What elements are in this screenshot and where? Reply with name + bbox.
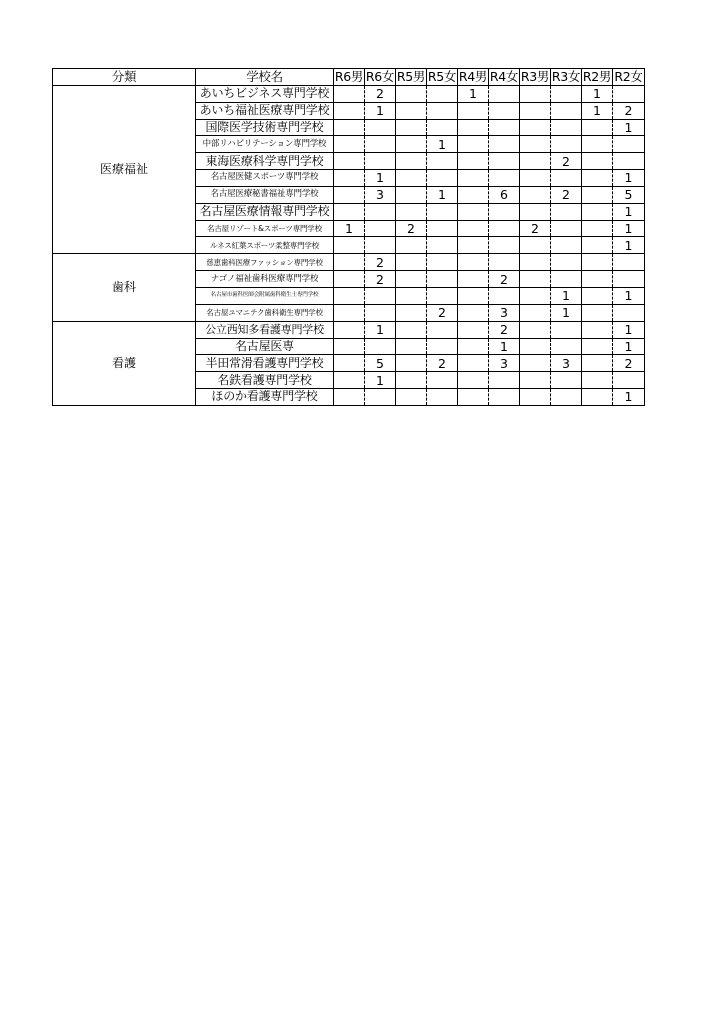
value-cell [396, 338, 427, 355]
header-value: R6女 [365, 69, 395, 85]
table-body [53, 85, 645, 405]
value-cell: 3 [365, 186, 396, 203]
value-cell [582, 372, 613, 389]
value-cell [396, 153, 427, 170]
value-cell [520, 85, 551, 102]
value-cell [520, 102, 551, 119]
value-cell [458, 186, 489, 203]
value-cell [427, 85, 458, 102]
value-cell [551, 203, 582, 220]
value-cell [613, 153, 645, 170]
value-cell [582, 203, 613, 220]
value-cell [520, 254, 551, 271]
value-cell [582, 254, 613, 271]
value-cell: 2 [427, 304, 458, 321]
value-cell [396, 136, 427, 153]
value-cell [427, 254, 458, 271]
value-cell [551, 254, 582, 271]
school-stats-table [52, 68, 645, 406]
value-cell: 3 [551, 355, 582, 372]
header-value: R5女 [427, 69, 457, 85]
value-cell [489, 287, 520, 304]
value-cell: 1 [427, 186, 458, 203]
value-cell [582, 153, 613, 170]
header-value: R3男 [520, 69, 550, 85]
value-cell [520, 170, 551, 187]
value-cell [365, 304, 396, 321]
value-cell: 1 [365, 102, 396, 119]
value-cell [365, 220, 396, 237]
value-cell: 1 [613, 220, 645, 237]
header-value: R6男 [334, 69, 364, 85]
value-cell [365, 389, 396, 406]
value-cell [551, 85, 582, 102]
value-cell [489, 372, 520, 389]
value-cell: 1 [489, 338, 520, 355]
value-cell: 2 [489, 321, 520, 338]
value-cell: 5 [365, 355, 396, 372]
value-cell: 1 [613, 321, 645, 338]
value-cell [613, 304, 645, 321]
school-name-cell: 東海医療科学専門学校 [196, 153, 334, 170]
table-row [53, 85, 645, 102]
value-cell [396, 304, 427, 321]
value-cell [582, 389, 613, 406]
value-cell [520, 186, 551, 203]
value-cell [458, 389, 489, 406]
value-cell [334, 321, 365, 338]
school-name-cell: 名古屋ユマニテク歯科衛生専門学校 [196, 304, 334, 321]
value-cell [365, 287, 396, 304]
value-cell [458, 170, 489, 187]
value-cell [427, 102, 458, 119]
value-cell [520, 321, 551, 338]
value-cell: 2 [613, 102, 645, 119]
value-cell [334, 136, 365, 153]
value-cell: 2 [427, 355, 458, 372]
value-cell [365, 338, 396, 355]
value-cell [458, 254, 489, 271]
value-cell [613, 85, 645, 102]
value-cell [396, 372, 427, 389]
value-cell [551, 372, 582, 389]
value-cell [334, 119, 365, 136]
category-cell: 歯科 [53, 254, 196, 321]
value-cell [582, 237, 613, 254]
value-cell [520, 287, 551, 304]
value-cell: 3 [489, 304, 520, 321]
value-cell [334, 271, 365, 288]
value-cell [427, 237, 458, 254]
value-cell [489, 237, 520, 254]
school-name-cell: 中部リハビリテーション専門学校 [196, 136, 334, 153]
value-cell: 1 [551, 287, 582, 304]
school-name-cell: あいち福祉医療専門学校 [196, 102, 334, 119]
value-cell [458, 102, 489, 119]
value-cell: 1 [365, 170, 396, 187]
value-cell [334, 287, 365, 304]
value-cell [520, 338, 551, 355]
value-cell [458, 271, 489, 288]
value-cell [458, 203, 489, 220]
value-cell [489, 102, 520, 119]
value-cell [489, 136, 520, 153]
header-value: R3女 [551, 69, 581, 85]
school-name-cell: 名古屋医療情報専門学校 [196, 203, 334, 220]
value-cell [520, 389, 551, 406]
value-cell [489, 153, 520, 170]
value-cell: 1 [427, 136, 458, 153]
school-name-cell: 名古屋医健スポーツ専門学校 [196, 170, 334, 187]
value-cell [427, 389, 458, 406]
value-cell [396, 102, 427, 119]
value-cell [551, 389, 582, 406]
value-cell [334, 203, 365, 220]
value-cell [334, 85, 365, 102]
value-cell: 1 [365, 321, 396, 338]
school-name-cell: ナゴノ福祉歯科医療専門学校 [196, 271, 334, 288]
value-cell [334, 254, 365, 271]
value-cell [458, 136, 489, 153]
value-cell [520, 153, 551, 170]
value-cell [489, 119, 520, 136]
value-cell: 3 [489, 355, 520, 372]
value-cell [334, 153, 365, 170]
value-cell: 1 [613, 237, 645, 254]
table-row [53, 254, 645, 271]
school-name-cell: ルネス紅葉スポーツ柔整専門学校 [196, 237, 334, 254]
value-cell: 1 [613, 203, 645, 220]
value-cell [489, 389, 520, 406]
value-cell [334, 338, 365, 355]
header-value: R5男 [396, 69, 426, 85]
header-value: R4女 [489, 69, 519, 85]
value-cell [427, 203, 458, 220]
value-cell [582, 271, 613, 288]
value-cell [613, 254, 645, 271]
value-cell: 2 [551, 153, 582, 170]
value-cell [334, 389, 365, 406]
value-cell [396, 287, 427, 304]
value-cell [396, 271, 427, 288]
value-cell [396, 321, 427, 338]
value-cell: 1 [613, 338, 645, 355]
school-name-cell: 半田常滑看護専門学校 [196, 355, 334, 372]
value-cell [458, 220, 489, 237]
value-cell [396, 355, 427, 372]
value-cell [334, 237, 365, 254]
value-cell: 1 [551, 304, 582, 321]
value-cell: 6 [489, 186, 520, 203]
school-name-cell: 名古屋医専 [196, 338, 334, 355]
school-name-cell: 名古屋医療秘書福祉専門学校 [196, 186, 334, 203]
value-cell [520, 304, 551, 321]
value-cell [427, 338, 458, 355]
value-cell [458, 119, 489, 136]
value-cell [520, 372, 551, 389]
value-cell [489, 85, 520, 102]
value-cell [582, 355, 613, 372]
category-cell: 看護 [53, 321, 196, 405]
header-school: 学校名 [196, 69, 334, 86]
header-value: R4男 [458, 69, 488, 85]
school-name-cell: 慈恵歯科医療ファッション専門学校 [196, 254, 334, 271]
value-cell [520, 355, 551, 372]
value-cell [551, 119, 582, 136]
value-cell: 1 [613, 389, 645, 406]
value-cell [582, 170, 613, 187]
value-cell [396, 203, 427, 220]
value-cell [427, 287, 458, 304]
value-cell: 2 [365, 271, 396, 288]
school-name-cell: 国際医学技術専門学校 [196, 119, 334, 136]
value-cell [396, 237, 427, 254]
value-cell: 1 [613, 119, 645, 136]
value-cell [458, 338, 489, 355]
value-cell [551, 237, 582, 254]
value-cell [365, 119, 396, 136]
value-cell [551, 321, 582, 338]
school-name-cell: 名古屋リゾート&スポーツ専門学校 [196, 220, 334, 237]
value-cell [551, 271, 582, 288]
value-cell: 1 [613, 170, 645, 187]
value-cell [458, 304, 489, 321]
value-cell [551, 102, 582, 119]
value-cell: 5 [613, 186, 645, 203]
value-cell [551, 170, 582, 187]
value-cell [396, 119, 427, 136]
value-cell [334, 186, 365, 203]
value-cell [458, 237, 489, 254]
value-cell [613, 372, 645, 389]
value-cell: 1 [613, 287, 645, 304]
value-cell [458, 355, 489, 372]
value-cell [489, 220, 520, 237]
value-cell: 2 [613, 355, 645, 372]
value-cell [334, 102, 365, 119]
value-cell [365, 237, 396, 254]
value-cell [427, 119, 458, 136]
school-name-cell: 公立西知多看護専門学校 [196, 321, 334, 338]
value-cell: 2 [365, 254, 396, 271]
value-cell [396, 389, 427, 406]
school-name-cell: あいちビジネス専門学校 [196, 85, 334, 102]
value-cell [396, 170, 427, 187]
value-cell [582, 136, 613, 153]
value-cell [427, 271, 458, 288]
value-cell [489, 170, 520, 187]
value-cell [582, 220, 613, 237]
value-cell [489, 254, 520, 271]
value-cell [427, 321, 458, 338]
value-cell: 1 [582, 102, 613, 119]
value-cell [520, 237, 551, 254]
value-cell [334, 355, 365, 372]
value-cell [334, 304, 365, 321]
value-cell [427, 153, 458, 170]
value-cell [520, 119, 551, 136]
value-cell: 2 [396, 220, 427, 237]
value-cell [365, 153, 396, 170]
value-cell [551, 136, 582, 153]
table-row [53, 321, 645, 338]
header-value: R2女 [614, 69, 643, 85]
value-cell: 2 [365, 85, 396, 102]
value-cell [458, 287, 489, 304]
school-name-cell: 名鉄看護専門学校 [196, 372, 334, 389]
value-cell [520, 271, 551, 288]
value-cell [582, 287, 613, 304]
value-cell: 1 [365, 372, 396, 389]
value-cell [582, 119, 613, 136]
school-name-cell: ほのか看護専門学校 [196, 389, 334, 406]
value-cell [365, 203, 396, 220]
value-cell [582, 321, 613, 338]
value-cell [365, 136, 396, 153]
header-category: 分類 [53, 69, 196, 86]
value-cell [582, 338, 613, 355]
header-row [53, 69, 645, 86]
value-cell [458, 372, 489, 389]
value-cell [582, 304, 613, 321]
value-cell [427, 372, 458, 389]
value-cell [520, 203, 551, 220]
value-cell [396, 186, 427, 203]
value-cell: 1 [458, 85, 489, 102]
value-cell [551, 220, 582, 237]
value-cell [613, 271, 645, 288]
value-cell: 2 [489, 271, 520, 288]
value-cell [551, 338, 582, 355]
value-cell: 1 [582, 85, 613, 102]
value-cell [582, 186, 613, 203]
value-cell [396, 85, 427, 102]
value-cell [427, 170, 458, 187]
value-cell [458, 153, 489, 170]
value-cell [489, 203, 520, 220]
header-value: R2男 [582, 69, 612, 85]
value-cell [396, 254, 427, 271]
school-name-cell: 名古屋市歯科医師会附属歯科衛生士専門学校 [196, 287, 334, 304]
value-cell: 2 [520, 220, 551, 237]
value-cell [334, 170, 365, 187]
value-cell [613, 136, 645, 153]
value-cell [520, 136, 551, 153]
value-cell [334, 372, 365, 389]
category-cell: 医療福祉 [53, 85, 196, 253]
value-cell: 1 [334, 220, 365, 237]
value-cell [427, 220, 458, 237]
value-cell [458, 321, 489, 338]
value-cell: 2 [551, 186, 582, 203]
